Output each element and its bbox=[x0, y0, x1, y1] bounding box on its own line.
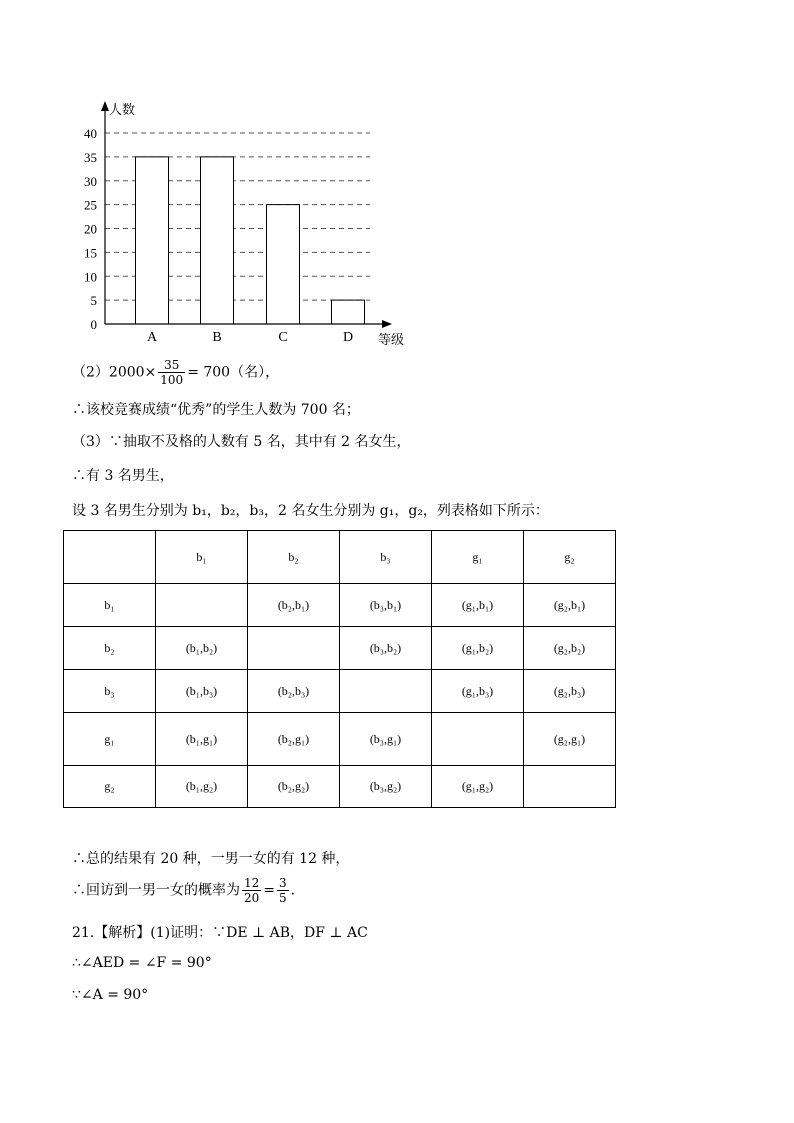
bar-C bbox=[267, 205, 300, 324]
text-line-3: （3）∵抽取不及格的人数有 5 名，其中有 2 名女生， bbox=[72, 434, 411, 450]
table-cell: (b₁,g₁) bbox=[156, 713, 248, 766]
part2-calculation bbox=[72, 358, 279, 387]
period: . bbox=[290, 882, 296, 899]
probability-line bbox=[72, 876, 295, 905]
fraction-35-100 bbox=[158, 358, 185, 387]
y-tick-label: 35 bbox=[84, 149, 97, 165]
fraction-3-5 bbox=[277, 876, 289, 905]
y-tick-label: 25 bbox=[84, 197, 97, 213]
bar-D bbox=[332, 300, 365, 324]
text-line-4: ∴有 3 名男生， bbox=[72, 468, 174, 484]
table-cell: (b₁,b₂) bbox=[156, 627, 248, 670]
text-line-9: ∴∠AED = ∠F = 90° bbox=[72, 955, 212, 971]
text-line-6: ∴总的结果有 20 种，一男一女的有 12 种， bbox=[72, 851, 350, 867]
table-cell: (b₃,b₁) bbox=[340, 584, 432, 627]
table-cell bbox=[432, 713, 524, 766]
equals-sign: = bbox=[263, 882, 276, 899]
probability-prefix: ∴回访到一男一女的概率为 bbox=[72, 882, 240, 899]
fraction-numerator: 3 bbox=[279, 876, 287, 890]
table-row bbox=[64, 766, 616, 808]
y-axis-arrow-icon bbox=[101, 101, 109, 111]
y-tick-label: 20 bbox=[84, 221, 97, 237]
x-tick-label: D bbox=[342, 330, 354, 345]
table-cell: (b₂,b₁) bbox=[248, 584, 340, 627]
x-tick-label: C bbox=[278, 330, 288, 345]
outcome-table bbox=[63, 530, 616, 808]
x-axis-label: 等级 bbox=[378, 333, 405, 348]
table-cell: (b₂,b₃) bbox=[248, 670, 340, 713]
y-axis-label: 人数 bbox=[109, 103, 136, 118]
part2-suffix: = 700（名）， bbox=[187, 364, 280, 381]
table-cell: (g₂,b₂) bbox=[524, 627, 616, 670]
table-cell: (b₂,g₁) bbox=[248, 713, 340, 766]
table-cell: (b₃,g₂) bbox=[340, 766, 432, 808]
table-row bbox=[64, 713, 616, 766]
table-cell: (g₁,b₁) bbox=[432, 584, 524, 627]
fraction-denominator: 5 bbox=[279, 891, 287, 905]
table-cell: b₃ bbox=[340, 531, 432, 584]
table-cell: (b₁,b₃) bbox=[156, 670, 248, 713]
fraction-denominator: 20 bbox=[244, 891, 260, 905]
x-tick-label: B bbox=[212, 330, 222, 345]
bar-A bbox=[136, 157, 169, 324]
table-cell: g₂ bbox=[524, 531, 616, 584]
table-cell: (b₃,g₁) bbox=[340, 713, 432, 766]
table-header-row bbox=[64, 531, 616, 584]
table-row bbox=[64, 627, 616, 670]
table-cell: g₁ bbox=[432, 531, 524, 584]
y-tick-label: 30 bbox=[84, 173, 97, 189]
table-cell: g₁ bbox=[64, 713, 156, 766]
table-cell: b₁ bbox=[64, 584, 156, 627]
y-tick-label: 10 bbox=[84, 269, 97, 285]
bar-chart bbox=[70, 95, 430, 350]
table-cell: b₂ bbox=[64, 627, 156, 670]
text-line-8: 21.【解析】(1)证明：∵DE ⊥ AB，DF ⊥ AC bbox=[72, 925, 368, 941]
y-tick-label: 0 bbox=[90, 317, 97, 332]
table-cell bbox=[156, 584, 248, 627]
table-row bbox=[64, 584, 616, 627]
text-line-10: ∵∠A = 90° bbox=[72, 987, 149, 1003]
fraction-numerator: 12 bbox=[244, 876, 260, 890]
table-cell: (b₃,b₂) bbox=[340, 627, 432, 670]
y-tick-label: 5 bbox=[90, 293, 97, 309]
table-cell: g₂ bbox=[64, 766, 156, 808]
table-cell: (g₂,b₁) bbox=[524, 584, 616, 627]
table-cell: (g₁,b₃) bbox=[432, 670, 524, 713]
bar-B bbox=[201, 157, 234, 324]
table-cell: (g₂,b₃) bbox=[524, 670, 616, 713]
table-cell: (b₂,g₂) bbox=[248, 766, 340, 808]
text-line-2: ∴该校竞赛成绩“优秀”的学生人数为 700 名； bbox=[72, 402, 360, 418]
table-cell: (g₂,g₁) bbox=[524, 713, 616, 766]
x-axis-arrow-icon bbox=[382, 320, 392, 328]
y-tick-label: 40 bbox=[84, 126, 97, 141]
table-cell: b₃ bbox=[64, 670, 156, 713]
fraction-numerator: 35 bbox=[158, 358, 185, 373]
table-cell: (b₁,g₂) bbox=[156, 766, 248, 808]
x-tick-label: A bbox=[146, 330, 158, 345]
table-cell bbox=[340, 670, 432, 713]
table-cell: (g₁,g₂) bbox=[432, 766, 524, 808]
table-row bbox=[64, 670, 616, 713]
table-cell: b₂ bbox=[248, 531, 340, 584]
table-cell: (g₁,b₂) bbox=[432, 627, 524, 670]
table-cell bbox=[524, 766, 616, 808]
y-tick-label: 15 bbox=[84, 245, 97, 261]
part2-prefix: （2）2000× bbox=[72, 364, 157, 381]
fraction-12-20 bbox=[242, 876, 261, 905]
table-cell bbox=[248, 627, 340, 670]
fraction-denominator: 100 bbox=[160, 373, 184, 387]
table-cell bbox=[64, 531, 156, 584]
table-cell: b₁ bbox=[156, 531, 248, 584]
text-line-5: 设 3 名男生分别为 b₁，b₂，b₃，2 名女生分别为 g₁，g₂，列表格如下所示： bbox=[72, 503, 549, 519]
